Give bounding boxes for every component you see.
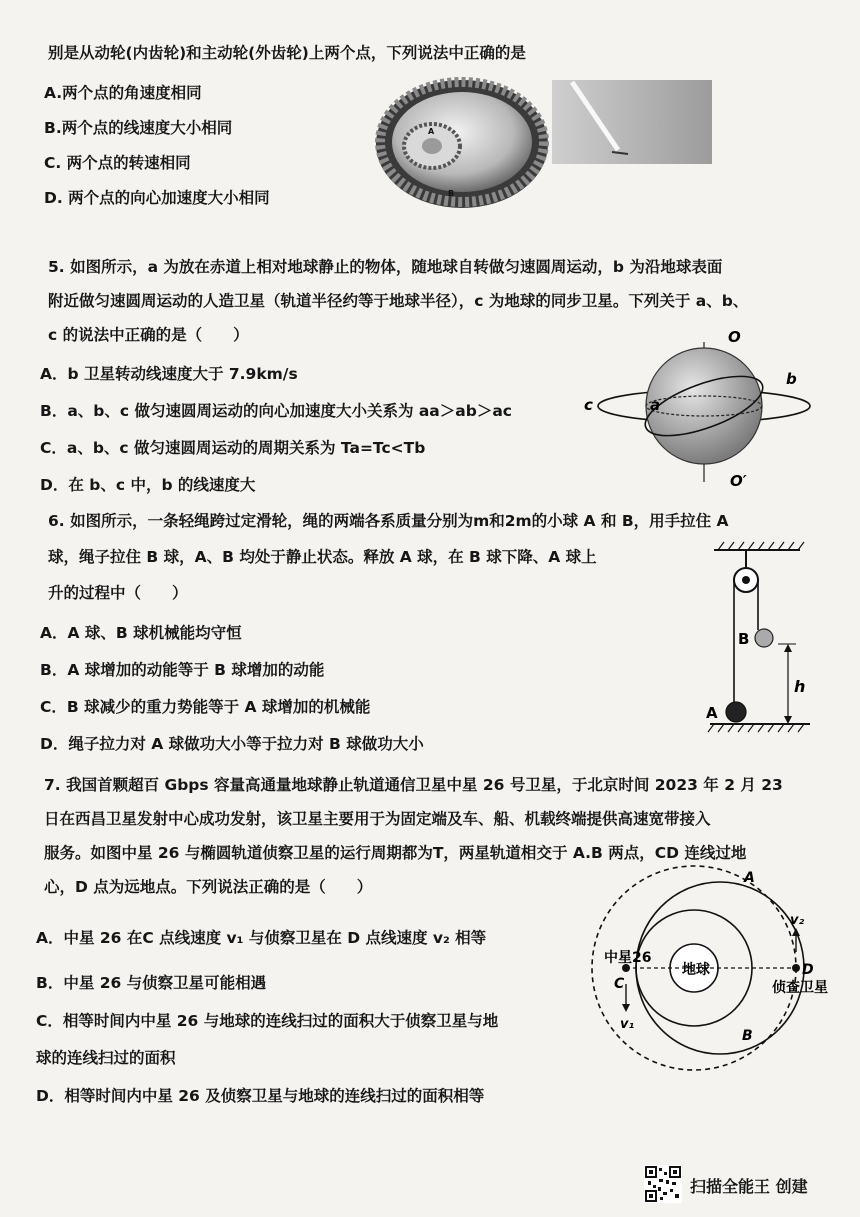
q7-option-d: D．相等时间内中星 26 及侦察卫星与地球的连线扫过的面积相等 <box>36 1087 485 1105</box>
gear-label-a: A <box>428 127 435 136</box>
label-a: A <box>744 870 755 886</box>
q5-option-a: A．b 卫星转动线速度大于 7.9km/s <box>40 365 298 383</box>
q7-stem-line-4: 心，D 点为远地点。下列说法正确的是（ ） <box>44 878 373 896</box>
earth-orbits-figure <box>580 326 810 506</box>
q6-option-a: A．A 球、B 球机械能均守恒 <box>40 624 242 642</box>
label-spy: 侦查卫星 <box>772 980 828 996</box>
q6-stem-line-1: 6. 如图所示，一条轻绳跨过定滑轮，绳的两端各系质量分别为m和2m的小球 A 和 B，用手拉住 A <box>48 512 729 530</box>
q7-stem-line-1: 7. 我国首颗超百 Gbps 容量高通量地球静止轨道通信卫星中星 26 号卫星，于北京时间 2023 年 2 月 23 <box>44 776 783 794</box>
label-v1: v₁ <box>620 1017 635 1032</box>
label-c: c <box>584 396 593 414</box>
point-d <box>792 964 800 972</box>
q7-stem-line-2: 日在西昌卫星发射中心成功发射，该卫星主要用于为固定端及车、船、机载终端提供高速宽带接入 <box>44 810 711 828</box>
q4-option-a: A.两个点的角速度相同 <box>44 84 202 102</box>
label-b: b <box>786 370 797 388</box>
q5-stem-line-2: 附近做匀速圆周运动的人造卫星（轨道半径约等于地球半径），c 为地球的同步卫星。下列关于 a、b、 <box>48 292 749 310</box>
qr-code-icon <box>644 1165 682 1203</box>
gear-figure <box>372 74 552 214</box>
watermark-text: 扫描全能王 创建 <box>690 1177 808 1196</box>
q4-option-b: B.两个点的线速度大小相同 <box>44 119 233 137</box>
q7-option-b: B．中星 26 与侦察卫星可能相遇 <box>36 974 267 992</box>
label-v2: v₂ <box>790 913 805 928</box>
earth-sphere <box>646 348 762 464</box>
scanner-watermark <box>644 1165 844 1205</box>
q7-stem-line-3: 服务。如图中星 26 与椭圆轨道侦察卫星的运行周期都为T，两星轨道相交于 A.B 两点，CD 连线过地 <box>44 844 747 862</box>
label-b: B <box>742 1028 753 1044</box>
pulley-figure <box>700 540 820 740</box>
q6-option-d: D．绳子拉力对 A 球做功大小等于拉力对 B 球做功大小 <box>40 735 424 753</box>
q4-option-d: D. 两个点的向心加速度大小相同 <box>44 189 270 207</box>
q7-option-a: A．中星 26 在C 点线速度 v₁ 与侦察卫星在 D 点线速度 v₂ 相等 <box>36 929 487 947</box>
q5-stem-line-1: 5. 如图所示，a 为放在赤道上相对地球静止的物体，随地球自转做匀速圆周运动，b 为沿地球表面 <box>48 258 723 276</box>
photo-fragment <box>552 80 712 164</box>
label-a: a <box>650 396 661 414</box>
q6-stem-line-3: 升的过程中（ ） <box>48 584 188 602</box>
q7-option-c-cont: 球的连线扫过的面积 <box>36 1049 176 1067</box>
q5-option-d: D．在 b、c 中，b 的线速度大 <box>40 476 256 494</box>
q5-stem-line-3: c 的说法中正确的是（ ） <box>48 326 249 344</box>
label-h: h <box>794 677 806 696</box>
label-o-prime: O′ <box>730 472 747 490</box>
label-c: C <box>614 976 625 992</box>
label-a: A <box>706 704 718 722</box>
label-earth: 地球 <box>682 962 710 978</box>
q6-option-c: C．B 球减少的重力势能等于 A 球增加的机械能 <box>40 698 371 716</box>
q5-option-c: C．a、b、c 做匀速圆周运动的周期关系为 Ta=Tc<Tb <box>40 439 426 457</box>
q5-option-b: B．a、b、c 做匀速圆周运动的向心加速度大小关系为 aa＞ab＞ac <box>40 402 512 420</box>
q4-option-c: C. 两个点的转速相同 <box>44 154 191 172</box>
label-d: D <box>802 962 814 978</box>
q6-stem-line-2: 球，绳子拉住 B 球，A、B 均处于静止状态。释放 A 球，在 B 球下降、A 球上 <box>48 548 597 566</box>
label-b: B <box>738 630 750 648</box>
label-sat26: 中星26 <box>604 950 652 966</box>
q7-option-c: C．相等时间内中星 26 与地球的连线扫过的面积大于侦察卫星与地 <box>36 1012 499 1030</box>
satellite-orbits-figure <box>600 858 850 1058</box>
q4-lead: 别是从动轮(内齿轮)和主动轮(外齿轮)上两个点，下列说法中正确的是 <box>48 44 526 62</box>
q6-option-b: B．A 球增加的动能等于 B 球增加的动能 <box>40 661 325 679</box>
label-o: O <box>728 328 741 346</box>
gear-label-b: B <box>448 189 455 198</box>
ball-b <box>755 629 773 647</box>
ball-a <box>726 702 746 722</box>
